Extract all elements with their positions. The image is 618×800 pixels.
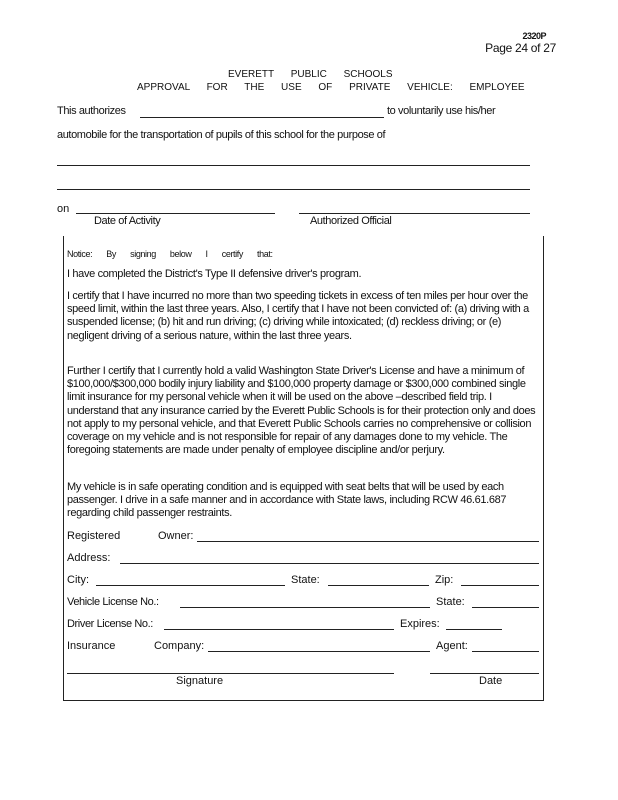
title-line-1: EVERETT PUBLIC SCHOOLS [228,69,393,80]
title-line-2: APPROVAL FOR THE USE OF PRIVATE VEHICLE: EMPLOYEE [137,82,525,93]
certify-paragraph-2: I certify that I have incurred no more than two speeding tickets in excess of ten miles per hour over the speed limit, within the last three years. Also, I certify that I have not been convicted of: (a) driving with a suspended license; (b) hit and run driving; (c) driving while intoxicated; (d) reckless driving; or (e) negligent driving of a serious nature, within the last three years. [67,290,529,342]
driver-license-field[interactable] [164,629,394,630]
address-field[interactable] [120,563,539,564]
zip-label: Zip: [435,574,454,586]
city-field[interactable] [96,585,285,586]
authorized-official-blank[interactable] [299,213,530,214]
driver-license-label: Driver License No.: [67,618,153,630]
vehicle-state-field[interactable] [472,607,539,608]
agent-label: Agent: [436,640,468,652]
document-code: 2320P [522,31,546,41]
authorizes-prefix: This authorizes [57,105,126,117]
state-label: State: [291,574,320,586]
signature-field[interactable] [67,673,394,674]
authorizes-suffix: to voluntarily use his/her [387,105,496,117]
insurance-label: Insurance [67,640,116,652]
company-label: Company: [154,640,205,652]
authorized-official-label: Authorized Official [310,215,392,227]
purpose-blank-2[interactable] [57,189,530,190]
signature-label: Signature [176,675,224,687]
registered-label: Registered [67,530,121,542]
date-of-activity-blank[interactable] [76,213,275,214]
authorized-person-blank[interactable] [140,117,384,118]
notice-label: Notice: By signing below I certify that: [67,249,273,259]
expires-label: Expires: [400,618,440,630]
on-label: on [57,203,70,215]
zip-field[interactable] [461,585,539,586]
date-field[interactable] [430,673,539,674]
vehicle-state-label: State: [436,596,465,608]
company-field[interactable] [208,651,430,652]
certify-paragraph-3: Further I certify that I currently hold a valid Washington State Driver's License and have a minimum of $100,000/$300,000 bodily injury liability and $100,000 property damage or $300,000 combined single limit insurance for my personal vehicle when it will be used on the above –described field trip. I understand that any insurance carried by the Everett Public Schools is for their protection only and does not apply to my personal vehicle, and that Everett Public Schools carries no comprehensive or collision coverage on my vehicle and is not responsible for repair of any damages done to my vehicle. The foregoing statements are made under penalty of employee discipline and/or perjury. [67,365,536,457]
certify-paragraph-1: I have completed the District's Type II defensive driver's program. [67,268,362,280]
expires-field[interactable] [446,629,502,630]
owner-label: Owner: [158,530,194,542]
owner-field[interactable] [197,541,539,542]
state-field[interactable] [328,585,429,586]
vehicle-license-field[interactable] [180,607,430,608]
purpose-blank-1[interactable] [57,165,530,166]
purpose-text: automobile for the transportation of pupils of this school for the purpose of [57,129,386,141]
address-label: Address: [67,552,111,564]
certify-paragraph-4: My vehicle is in safe operating condition and is equipped with seat belts that will be used by each passenger. I drive in a safe manner and in accordance with State laws, including RCW 46.61.687 regarding child passenger restraints. [67,481,507,520]
vehicle-license-label: Vehicle License No.: [67,596,159,608]
page-number: Page 24 of 27 [485,41,556,55]
city-label: City: [67,574,89,586]
agent-field[interactable] [472,651,539,652]
date-of-activity-label: Date of Activity [94,215,161,227]
date-label: Date [479,675,503,687]
